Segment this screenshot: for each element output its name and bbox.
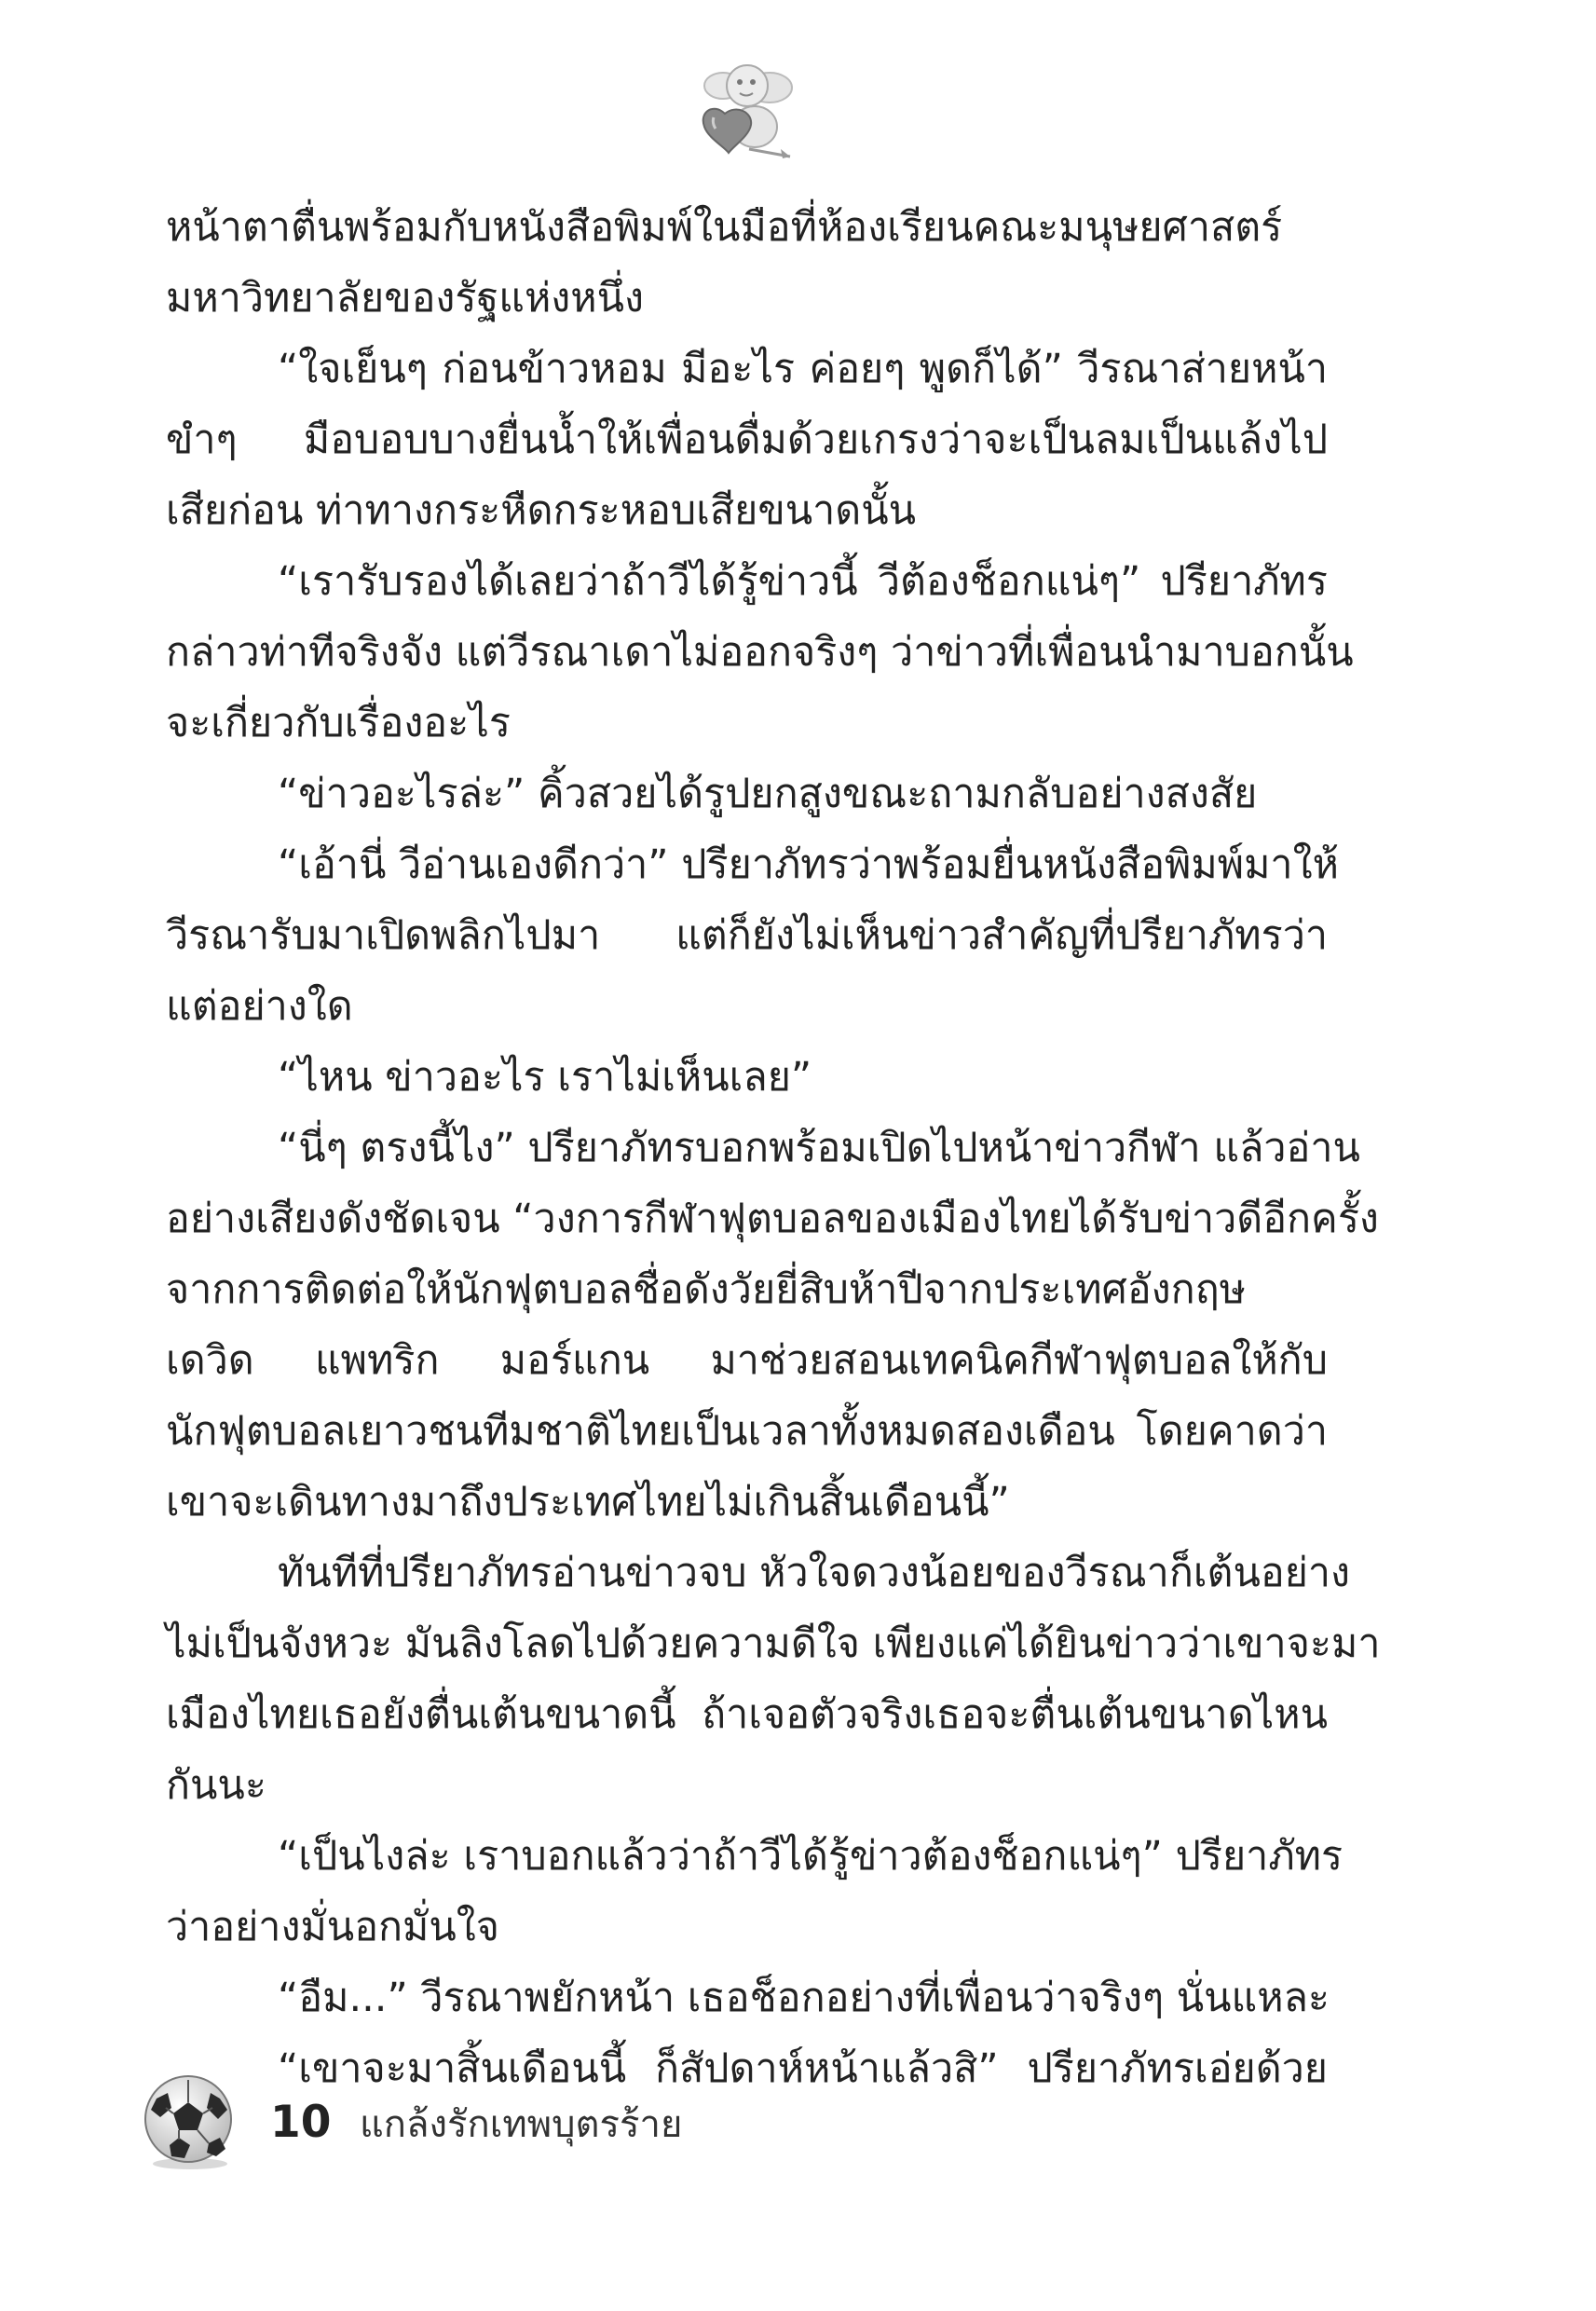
text-line: เดวิด แพทริก มอร์แกน มาช่วยสอนเทคนิคกีฬาฟุตบอลให้กับ — [166, 1337, 1328, 1384]
text-line: “เป็นไงล่ะ เราบอกแล้วว่าถ้าวีได้รู้ข่าวต้องช็อกแน่ๆ” ปรียาภัทร — [278, 1833, 1344, 1880]
text-line: “ใจเย็นๆ ก่อนข้าวหอม มีอะไร ค่อยๆ พูดก็ได้” วีรณาส่ายหน้า — [278, 346, 1328, 392]
text-line: อย่างเสียงดังชัดเจน “วงการกีฬาฟุตบอลของเมืองไทยได้รับข่าวดีอีกครั้ง — [166, 1196, 1379, 1242]
page-footer — [138, 2059, 976, 2190]
body-text — [166, 192, 1381, 2104]
text-line: “อืม...” วีรณาพยักหน้า เธอช็อกอย่างที่เพื่อนว่าจริงๆ นั่นแหละ — [278, 1975, 1330, 2021]
text-line: นักฟุตบอลเยาวชนทีมชาติไทยเป็นเวลาทั้งหมดสองเดือน โดยคาดว่า — [166, 1408, 1328, 1455]
text-line: “เรารับรองได้เลยว่าถ้าวีได้รู้ข่าวนี้ วีต้องช็อกแน่ๆ” ปรียาภัทร — [278, 558, 1328, 605]
text-line: เขาจะเดินทางมาถึงประเทศไทยไม่เกินสิ้นเดือนนี้” — [166, 1479, 1010, 1525]
text-line: กล่าวท่าทีจริงจัง แต่วีรณาเดาไม่ออกจริงๆ ว่าข่าวที่เพื่อนนำมาบอกนั้น — [166, 629, 1354, 676]
soccer-ball-icon — [138, 2071, 239, 2171]
text-line: ว่าอย่างมั่นอกมั่นใจ — [166, 1904, 499, 1950]
text-line: มหาวิทยาลัยของรัฐแห่งหนึ่ง — [166, 275, 645, 321]
book-title: แกล้งรักเทพบุตรร้าย — [360, 2103, 683, 2146]
text-line: ขำๆ มือบอบบางยื่นน้ำให้เพื่อนดื่มด้วยเกรงว่าจะเป็นลมเป็นแล้งไป — [166, 417, 1328, 463]
text-line: “เอ้านี่ วีอ่านเองดีกว่า” ปรียาภัทรว่าพร้อมยื่นหนังสือพิมพ์มาให้ — [278, 841, 1339, 888]
text-line: จากการติดต่อให้นักฟุตบอลชื่อดังวัยยี่สิบห้าปีจากประเทศอังกฤษ — [166, 1266, 1247, 1313]
text-line: ไม่เป็นจังหวะ มันลิงโลดไปด้วยความดีใจ เพียงแค่ได้ยินข่าวว่าเขาจะมา — [166, 1620, 1381, 1667]
text-line: กันนะ — [166, 1762, 266, 1809]
cupid-heart-icon — [697, 58, 796, 162]
text-line: “ไหน ข่าวอะไร เราไม่เห็นเลย” — [278, 1054, 812, 1101]
text-line: จะเกี่ยวกับเรื่องอะไร — [166, 700, 511, 746]
text-line: เสียก่อน ท่าทางกระหืดกระหอบเสียขนาดนั้น — [166, 487, 917, 534]
text-line: หน้าตาตื่นพร้อมกับหนังสือพิมพ์ในมือที่ห้องเรียนคณะมนุษยศาสตร์ — [166, 204, 1283, 251]
text-line: แต่อย่างใด — [166, 983, 353, 1030]
text-line: ทันทีที่ปรียาภัทรอ่านข่าวจบ หัวใจดวงน้อยของวีรณาก็เต้นอย่าง — [278, 1550, 1351, 1596]
text-line: “นี่ๆ ตรงนี้ไง” ปรียาภัทรบอกพร้อมเปิดไปหน้าข่าวกีฬา แล้วอ่าน — [278, 1125, 1360, 1171]
text-line: “เขาจะมาสิ้นเดือนนี้ ก็สัปดาห์หน้าแล้วสิ” ปรียาภัทรเอ่ยด้วย — [278, 2045, 1328, 2092]
text-line: เมืองไทยเธอยังตื่นเต้นขนาดนี้ ถ้าเจอตัวจริงเธอจะตื่นเต้นขนาดไหน — [166, 1691, 1328, 1738]
text-line: วีรณารับมาเปิดพลิกไปมา แต่ก็ยังไม่เห็นข่าวสำคัญที่ปรียาภัทรว่า — [166, 912, 1328, 959]
text-line: “ข่าวอะไรล่ะ” คิ้วสวยได้รูปยกสูงขณะถามกลับอย่างสงสัย — [278, 771, 1258, 817]
page-number: 10 — [270, 2097, 332, 2148]
